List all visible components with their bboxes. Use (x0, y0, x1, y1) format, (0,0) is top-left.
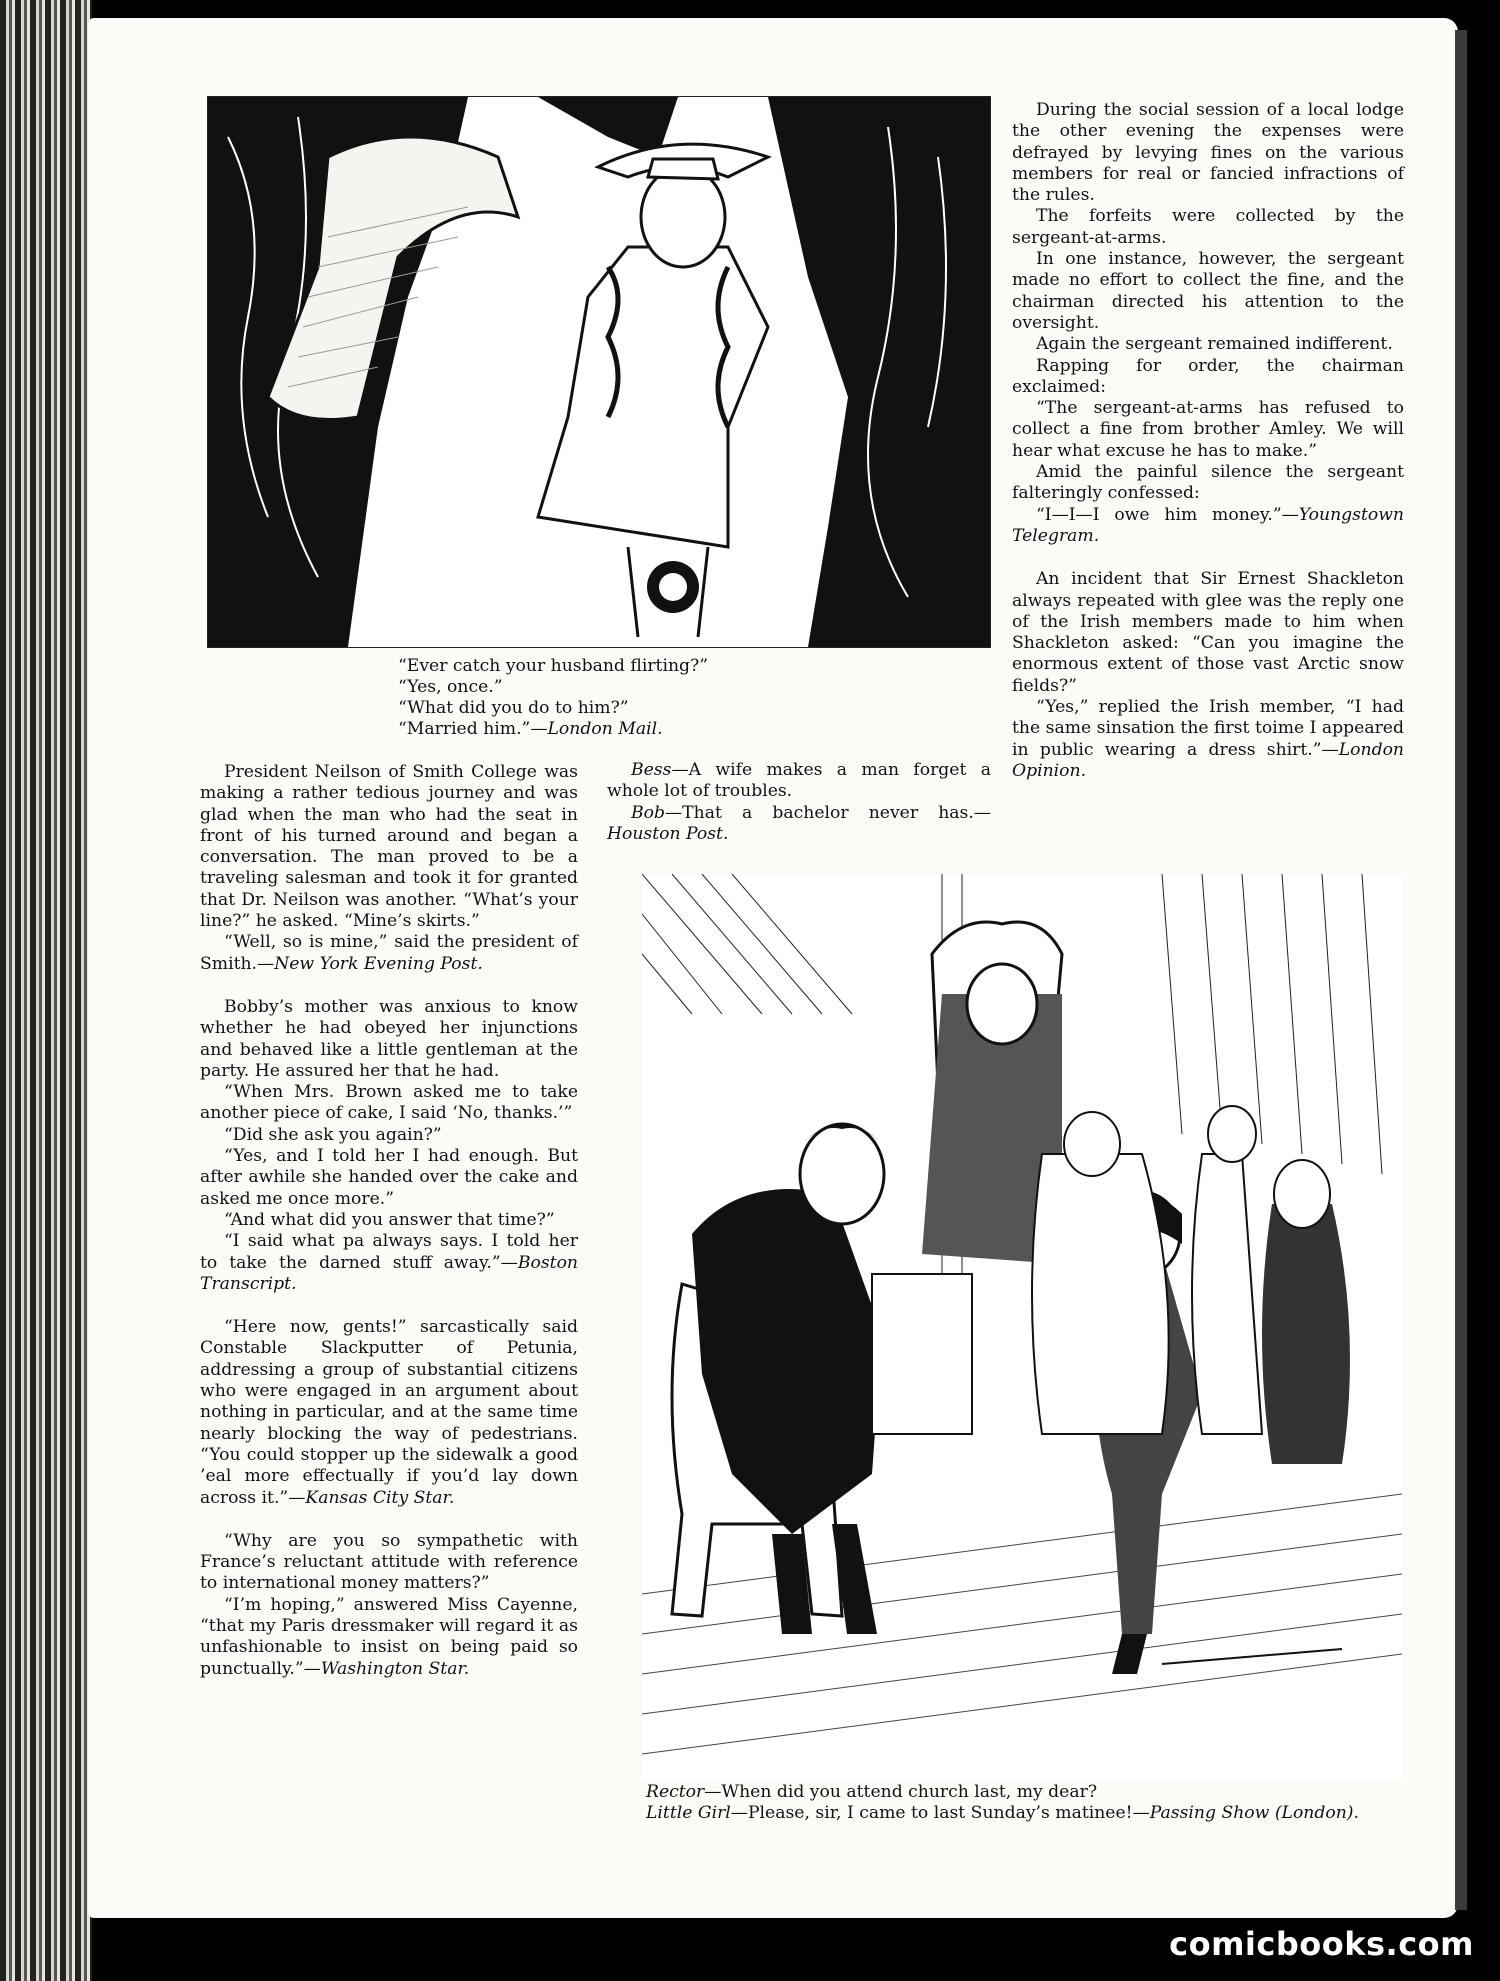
paragraph-text: “Did she ask you again?” (224, 1124, 442, 1145)
paragraph (200, 997, 578, 1082)
source-credit: London Opinion. (1012, 739, 1404, 781)
book-spine-edge (0, 0, 92, 1981)
paragraph-text: “Yes, and I told her I had enough. But after awhile she handed over the cake and asked me once more.” (200, 1146, 578, 1209)
paragraph (607, 760, 991, 803)
page-right-edge (1455, 30, 1467, 1910)
caption-line: “Yes, once.” (398, 677, 503, 697)
cartoon-illustration-rector (642, 874, 1402, 1780)
cartoon-drawing (208, 97, 990, 647)
cartoon1-caption (398, 656, 708, 740)
paragraph-text: “Well, so is mine,” said the president of Smith.— (200, 932, 578, 974)
source-credit: Boston Transcript. (200, 1252, 578, 1294)
source-credit: Youngstown Telegram. (1012, 504, 1404, 546)
paragraph (200, 1210, 578, 1231)
source-credit: London Mail. (547, 719, 663, 739)
paragraph-gap (200, 1295, 578, 1317)
paragraph-text: The forfeits were collected by the sergeant-at-arms. (1012, 206, 1404, 248)
paragraph-gap (200, 975, 578, 997)
paragraph (1012, 505, 1404, 548)
site-watermark: comicbooks.com (1169, 1925, 1474, 1963)
caption-line (646, 1803, 1398, 1824)
paragraph (200, 762, 578, 932)
paragraph (200, 1125, 578, 1146)
paragraph-text: “Why are you so sympathetic with France’s reluctant attitude with reference to international money matters?” (200, 1530, 578, 1594)
source-credit: Passing Show (London). (1149, 1803, 1359, 1823)
paragraph (1012, 697, 1404, 782)
paragraph (1012, 462, 1404, 505)
paragraph (1012, 356, 1404, 399)
paragraph (1012, 249, 1404, 334)
paragraph (200, 1146, 578, 1210)
paragraph-text: Again the sergeant remained indifferent. (1036, 334, 1393, 355)
source-credit: Houston Post. (607, 823, 729, 844)
paragraph-text: “Here now, gents!” sarcastically said Constable Slackputter of Petunia, addressing a group of substantial citizens who were engaged in an argument about nothing in particular, and at the same time nearly blocking the way of pedestrians. “You could stopper up the sidewalk a good ’eal more effectually if you’d lay down across it.”— (200, 1317, 578, 1508)
caption-line: “Ever catch your husband flirting?” (398, 656, 709, 676)
paragraph-text: “When Mrs. Brown asked me to take another piece of cake, I said ‘No, thanks.’” (200, 1082, 578, 1124)
paragraph-gap (1012, 547, 1404, 569)
speaker-name: Little Girl (646, 1803, 731, 1823)
source-credit: Kansas City Star. (305, 1487, 455, 1508)
paragraph (607, 803, 991, 846)
paragraph-text: In one instance, however, the sergeant made no effort to collect the fine, and the chairman directed his attention to the oversight. (1012, 249, 1404, 333)
paragraph-text: Rapping for order, the chairman exclaimed: (1012, 355, 1404, 397)
paragraph-gap (200, 1509, 578, 1531)
paragraph (200, 1317, 578, 1509)
paragraph-text: President Neilson of Smith College was making a rather tedious journey and was glad when the man who had the seat in front of his turned around and began a conversation. The man proved to be a traveling salesman and took it for granted that Dr. Neilson was another. “What’s your line?” he asked. “Mine’s skirts.” (200, 762, 578, 932)
paragraph (200, 1595, 578, 1680)
paragraph (200, 932, 578, 975)
paragraph (1012, 398, 1404, 462)
paragraph (200, 1531, 578, 1595)
caption-line (646, 1782, 1398, 1803)
paragraph-text: “I’m hoping,” answered Miss Cayenne, “that my Paris dressmaker will regard it as unfashionable to insist on being paid so punctually.”— (200, 1594, 578, 1679)
caption-line: “What did you do to him?” (398, 698, 629, 718)
source-credit: Washington Star. (320, 1658, 470, 1679)
paragraph-text: An incident that Sir Ernest Shackleton always repeated with glee was the reply one of the Irish members made to him when Shackleton asked: “Can you imagine the enormous extent of those vast Arctic snow fields?” (1012, 569, 1404, 696)
caption-text: —When did you attend church last, my dear? (704, 1782, 1098, 1802)
paragraph (1012, 569, 1404, 697)
speaker-name: Bob (631, 802, 665, 823)
paragraph-text: “Yes,” replied the Irish member, “I had the same sinsation the first toime I appeared in public wearing a dress shirt.”— (1012, 697, 1404, 760)
paragraph (1012, 206, 1404, 249)
paragraph-text: Bobby’s mother was anxious to know whether he had obeyed her injunctions and behaved like a little gentleman at the party. He assured her that he had. (200, 996, 578, 1081)
cartoon-illustration-flirting (207, 96, 991, 648)
paragraph (200, 1231, 578, 1295)
column-middle (607, 760, 991, 845)
paragraph-text: Amid the painful silence the sergeant falteringly confessed: (1012, 462, 1404, 504)
caption-text: —Please, sir, I came to last Sunday’s matinee!— (730, 1803, 1150, 1823)
speaker-name: Bess (631, 760, 672, 780)
caption-line (398, 719, 708, 740)
paragraph-text: “I said what pa always says. I told her to take the darned stuff away.”— (200, 1231, 578, 1273)
rector-drawing (642, 874, 1402, 1780)
paragraph-text: During the social session of a local lodge the other evening the expenses were defrayed by levying fines on the various members for real or fancied infractions of the rules. (1012, 100, 1404, 206)
source-credit: New York Evening Post. (274, 953, 483, 974)
paragraph-text: —A wife makes a man forget a whole lot of troubles. (607, 760, 991, 802)
column-right-top (1012, 100, 1404, 782)
paragraph-text: —That a bachelor never has.— (664, 802, 991, 823)
paragraph-text: “The sergeant-at-arms has refused to collect a fine from brother Amley. We will hear what excuse he has to make.” (1012, 398, 1404, 461)
caption-text: “Married him.”— (398, 719, 548, 739)
cartoon2-caption (646, 1782, 1398, 1824)
paragraph (1012, 100, 1404, 206)
svg-text:~: ~ (233, 557, 243, 570)
paragraph (200, 1082, 578, 1125)
speaker-name: Rector (646, 1782, 705, 1802)
paragraph-text: “I—I—I owe him money.”— (1036, 504, 1299, 525)
paragraph-text: “And what did you answer that time?” (224, 1209, 555, 1230)
column-left (200, 762, 578, 1680)
paragraph (1012, 334, 1404, 355)
